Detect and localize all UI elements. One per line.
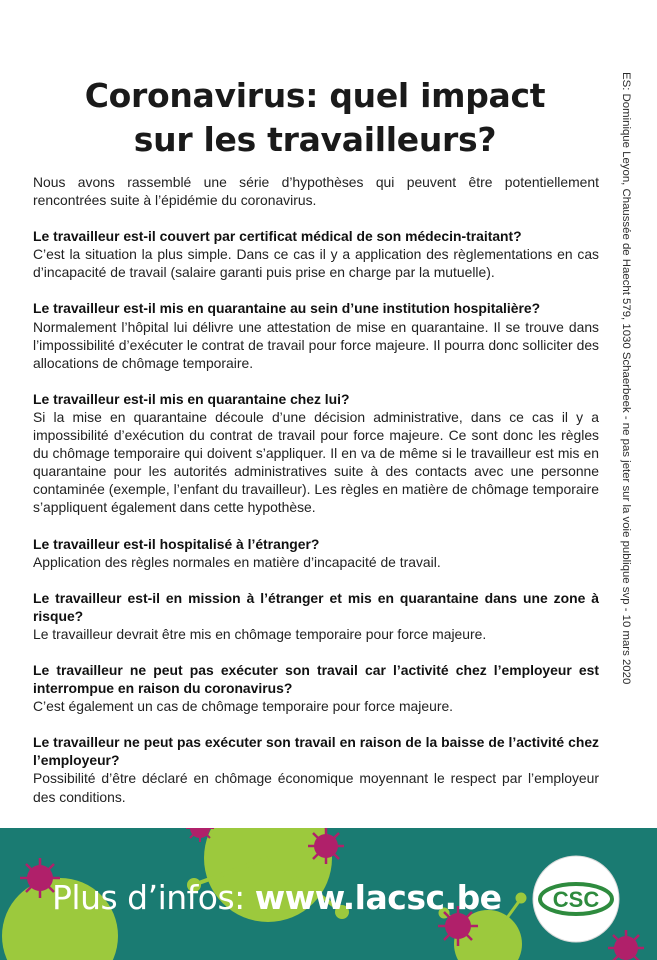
qa-item: [33, 390, 599, 517]
qa-item: [33, 733, 599, 805]
qa-question: Le travailleur est-il mis en quarantaine au sein d’une institution hospitalière?: [33, 300, 541, 317]
publisher-note: ES: Dominique Leyon, Chaussée de Haecht 579, 1030 Schaerbeek - ne pas jeter sur la voie publique svp - 10 mars 2020: [620, 72, 632, 685]
csc-logo: [531, 854, 621, 944]
title-line-1: Coronavirus: quel impact: [84, 76, 546, 116]
intro-paragraph: Nous avons rassemblé une série d’hypothèses qui peuvent être potentiellement rencontrées suite à l’épidémie du coronavirus.: [33, 174, 599, 209]
qa-question: Le travailleur est-il en mission à l’étranger et mis en quarantaine dans une zone à risque?: [33, 589, 599, 624]
qa-item: [33, 535, 599, 571]
qa-answer: Possibilité d’être déclaré en chômage économique moyennant le respect par l’employeur des conditions.: [33, 770, 599, 805]
qa-question: Le travailleur est-il mis en quarantaine chez lui?: [33, 390, 350, 407]
qa-item: [33, 589, 599, 643]
qa-answer: Normalement l’hôpital lui délivre une attestation de mise en quarantaine. Il se trouve dans l’impossibilité d’exécuter le contrat de travail pour force majeure. Il pourra donc solliciter des allocations de chômage temporaire.: [33, 318, 599, 371]
page-title: [40, 74, 590, 162]
qa-answer: Le travailleur devrait être mis en chômage temporaire pour force majeure.: [33, 625, 487, 642]
qa-answer: Si la mise en quarantaine découle d’une décision administrative, dans ce cas il y a impossibilité d’exécution du contrat de travail pour force majeure. Ce sont donc les règles du chômage temporaire qui doivent s’appliquer. Il en va de même si le travailleur est mis en quarantaine pour les autorités administratives suite à des contacts avec une personne contaminée (exemple, l’enfant du travailleur). Les règles en matière de chômage temporaire s’appliquent également dans cette hypothèse.: [33, 408, 599, 516]
qa-item: [33, 227, 599, 281]
article-body: [33, 173, 599, 824]
virus-purple-icon: [308, 828, 344, 864]
qa-question: Le travailleur ne peut pas exécuter son travail en raison de la baisse de l’activité chez l’employeur?: [33, 734, 599, 769]
qa-answer: C’est également un cas de chômage temporaire pour force majeure.: [33, 698, 454, 715]
more-info-prefix: Plus d’infos:: [52, 878, 255, 917]
title-line-2: sur les travailleurs?: [133, 120, 497, 160]
qa-item: [33, 661, 599, 715]
qa-question: Le travailleur est-il couvert par certificat médical de son médecin-traitant?: [33, 228, 522, 245]
qa-question: Le travailleur ne peut pas exécuter son travail car l’activité chez l’employeur est interrompue en raison du coronavirus?: [33, 661, 599, 697]
website-link[interactable]: www.lacsc.be: [254, 878, 502, 917]
qa-answer: C’est la situation la plus simple. Dans ce cas il y a application des règlementations en cas d’incapacité de travail (salaire garanti puis prise en charge par la mutuelle).: [33, 246, 599, 281]
more-info-line: [52, 878, 502, 918]
qa-answer: Application des règles normales en matière d’incapacité de travail.: [33, 553, 441, 570]
qa-question: Le travailleur est-il hospitalisé à l’étranger?: [33, 535, 320, 552]
logo-text: CSC: [552, 887, 600, 912]
qa-item: [33, 299, 599, 371]
footer-banner: [0, 828, 657, 960]
